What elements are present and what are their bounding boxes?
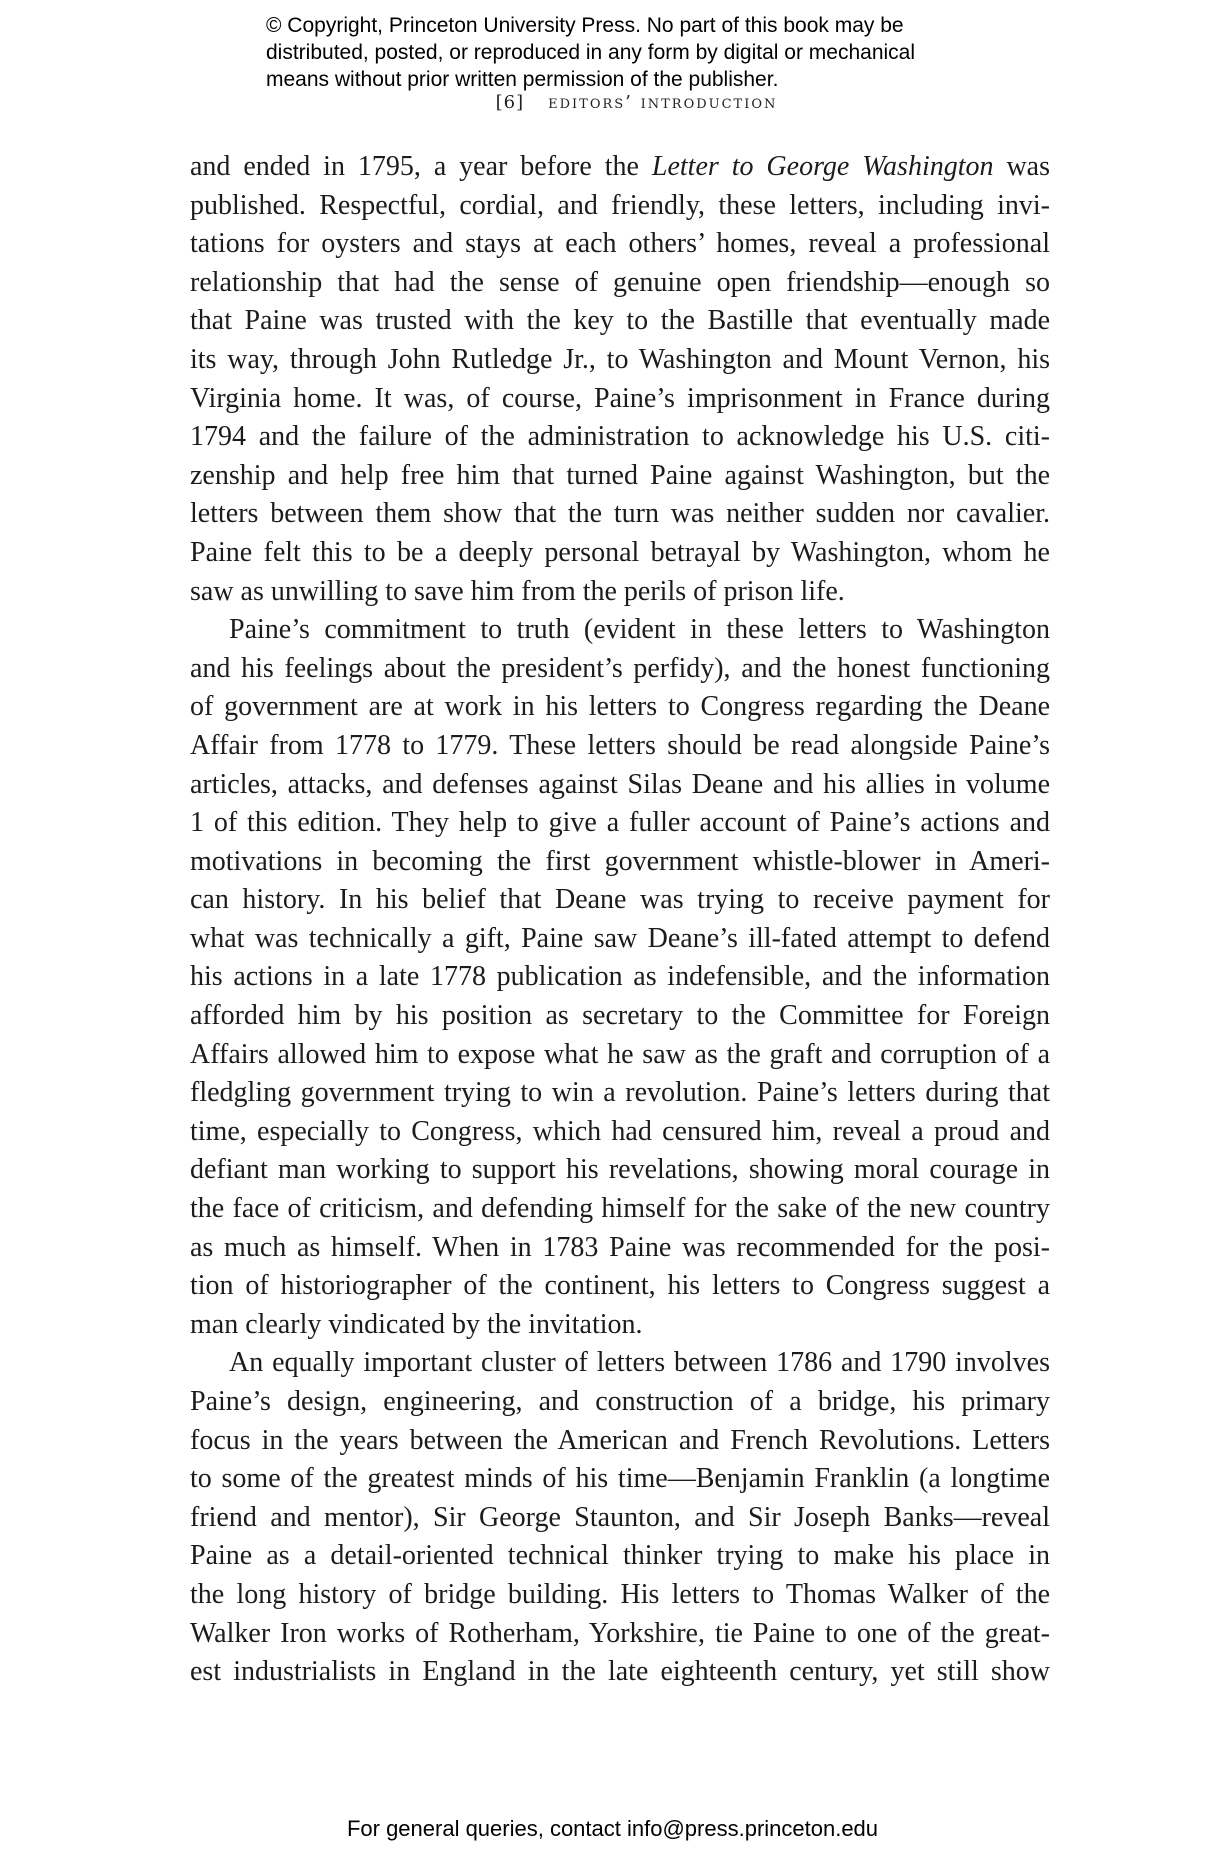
text-line: articles, attacks, and defenses against Silas Deane and his allies in volume — [190, 768, 1050, 800]
text-line: fledgling government trying to win a revolution. Paine’s letters during that — [190, 1077, 1050, 1109]
text-line: focus in the years between the American and French Revolutions. Letters — [190, 1424, 1050, 1456]
text-line: relationship that had the sense of genuine open friendship—enough so — [190, 266, 1050, 298]
running-head-title: editors’ introduction — [548, 92, 778, 113]
text-line: Affair from 1778 to 1779. These letters should be read alongside Paine’s — [190, 729, 1050, 761]
text-line: Paine’s design, engineering, and construction of a bridge, his primary — [190, 1386, 1050, 1417]
text-line: to some of the greatest minds of his time—Benjamin Franklin (a longtime — [190, 1463, 1050, 1495]
copyright-line: distributed, posted, or reproduced in any form by digital or mechanical — [266, 41, 916, 64]
text-line: Walker Iron works of Rotherham, Yorkshire, tie Paine to one of the great- — [190, 1617, 1050, 1649]
body-text — [190, 148, 1050, 1692]
text-line: Affairs allowed him to expose what he saw as the graft and corruption of a — [190, 1038, 1050, 1070]
text-line: 1794 and the failure of the administration to acknowledge his U.S. citi- — [190, 421, 1050, 453]
text-line: can history. In his belief that Deane was trying to receive payment for — [190, 884, 1050, 916]
text-line: time, especially to Congress, which had censured him, reveal a proud and — [190, 1115, 1050, 1147]
text-line: Paine felt this to be a deeply personal betrayal by Washington, whom he — [190, 536, 1050, 568]
text-line: 1 of this edition. They help to give a fuller account of Paine’s actions and — [190, 807, 1050, 839]
footer-contact: For general queries, contact info@press.princeton.edu — [346, 1816, 879, 1841]
copyright-notice — [266, 12, 986, 93]
running-head — [0, 92, 1225, 113]
text-line: friend and mentor), Sir George Staunton, and Sir Joseph Banks—reveal — [190, 1501, 1050, 1533]
text-segment: and ended in 1795, a year before the — [190, 151, 639, 182]
text-line: motivations in becoming the first government whistle-blower in Ameri- — [190, 845, 1050, 877]
text-line: est industrialists in England in the late eighteenth century, yet still show — [190, 1656, 1050, 1688]
text-line: published. Respectful, cordial, and friendly, these letters, including invi- — [190, 189, 1050, 221]
text-line: man clearly vindicated by the invitation. — [190, 1308, 643, 1340]
copyright-line: © Copyright, Princeton University Press. No part of this book may be — [266, 14, 904, 37]
text-line: defiant man working to support his revelations, showing moral courage in — [190, 1154, 1050, 1186]
text-line: the face of criticism, and defending himself for the sake of the new country — [190, 1193, 1050, 1225]
text-line: that Paine was trusted with the key to the Bastille that eventually made — [190, 305, 1050, 337]
text-line: Paine as a detail-oriented technical thinker trying to make his place in — [190, 1540, 1050, 1572]
text-line: its way, through John Rutledge Jr., to Washington and Mount Vernon, his — [190, 343, 1050, 375]
text-line: as much as himself. When in 1783 Paine was recommended for the posi- — [190, 1231, 1050, 1263]
text-line: his actions in a late 1778 publication as indefensible, and the information — [190, 961, 1050, 993]
text-line: letters between them show that the turn was neither sudden nor cavalier. — [190, 498, 1050, 530]
text-line: Virginia home. It was, of course, Paine’s imprisonment in France during — [190, 382, 1050, 414]
text-line: the long history of bridge building. His letters to Thomas Walker of the — [190, 1578, 1050, 1610]
copyright-line: means without prior written permission of the publisher. — [266, 68, 779, 91]
italic-title: Letter to George Washington — [651, 151, 994, 182]
text-line: zenship and help free him that turned Paine against Washington, but the — [190, 459, 1050, 491]
page-number: [6] — [495, 92, 525, 113]
text-line: what was technically a gift, Paine saw Deane’s ill-fated attempt to defend — [190, 922, 1050, 954]
text-line: Paine’s commitment to truth (evident in these letters to Washington — [229, 614, 1050, 646]
text-line: An equally important cluster of letters between 1786 and 1790 involves — [229, 1347, 1050, 1379]
text-line: tion of historiographer of the continent, his letters to Congress suggest a — [190, 1270, 1050, 1302]
text-line — [190, 148, 1050, 187]
text-line: of government are at work in his letters to Congress regarding the Deane — [190, 691, 1050, 723]
text-line: afforded him by his position as secretary to the Committee for Foreign — [190, 1000, 1050, 1032]
text-line: saw as unwilling to save him from the perils of prison life. — [190, 575, 845, 607]
text-line: tations for oysters and stays at each others’ homes, reveal a professional — [190, 228, 1050, 260]
text-segment: was — [1006, 151, 1050, 182]
text-line: and his feelings about the president’s perfidy), and the honest functioning — [190, 652, 1050, 684]
